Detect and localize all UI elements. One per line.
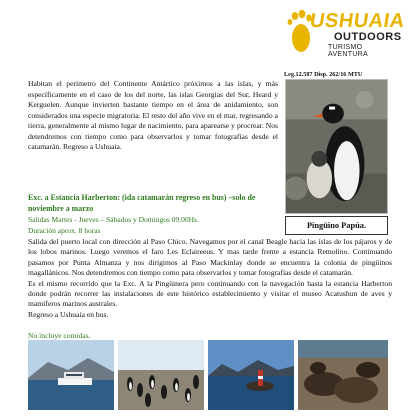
- ushuaia-outdoors-logo: [286, 6, 407, 66]
- return-note: Regreso a Ushuaia en bus.: [28, 309, 109, 319]
- schedule-duration: Duración aprox. 8 horas: [28, 225, 101, 235]
- logo-subtitle: OUTDOORS: [334, 31, 402, 43]
- lighthouse-channel-photo: [208, 340, 294, 410]
- excursion-description: [28, 237, 392, 320]
- photo-caption: Pingüino Papúa.: [285, 216, 388, 235]
- logo-tagline: TURISMO AVENTURA: [328, 44, 368, 58]
- excursion-title: Exc. a Estancia Harberton: (ida catamarán regreso en bus) –solo de noviembre a marzo: [28, 193, 256, 213]
- excursion-schedule: [28, 215, 278, 236]
- schedule-days: Salidas Martes - Jueves – Sábados y Domingos 09.00Hs.: [28, 215, 199, 224]
- sea-lions-photo: [298, 340, 388, 410]
- penguin-colony-photo: [118, 340, 204, 410]
- legal-registration: Leg.12.587 Disp. 262/16 MTU: [284, 71, 363, 78]
- logo-title: USHUAIA: [308, 10, 407, 32]
- not-included-note: No incluye comidas.: [28, 331, 91, 340]
- description-part-1: Salida del puerto local con dirección al Paso Chico. Navegamos por el canal Beagle hacia las islas de los pájaros y de los lobos marinos. Luego veremos el faro Les Eclaireeus. Y mas tarde frente a estancia Remolino. Continuando pasamos por Punta Almanza y nos dirigimos al Paso Mackinlay donde se encuentra la colonia de pingüinos magallánicos. Nos detendremos con tiempo como para observarlos y tomar fotografías desde el catamarán.: [28, 237, 392, 278]
- catamaran-photo: [28, 340, 114, 410]
- description-part-2: Es el mismo recorrido que la Exc. A la Pingüinera pero continuando con la navegación hasta la estancia Harberton donde podrán recorrer las instalaciones de este histórico establecimiento y visitar el museo Acatushun de aves y mamíferos marinos australes.: [28, 278, 392, 309]
- intro-paragraph: Habitan el perímetro del Continente Antártico próximos a las islas, y más específicamente en el caso de los del norte, las islas Georgias del Sur, Heard y Kerguelen. Aunque invierten bastante tiempo en el área de anidamiento, son considerados una especie migratoria. El resto del año vive en el mar, regresando a tierra, generalmente al mismo lugar de nacimiento, para aparearse y procrear. Nos detendremos con tiempo como para observarlos y tomar fotografías desde el catamarán. Regreso a Ushuaia.: [28, 79, 278, 151]
- gentoo-penguin-photo: [285, 79, 388, 214]
